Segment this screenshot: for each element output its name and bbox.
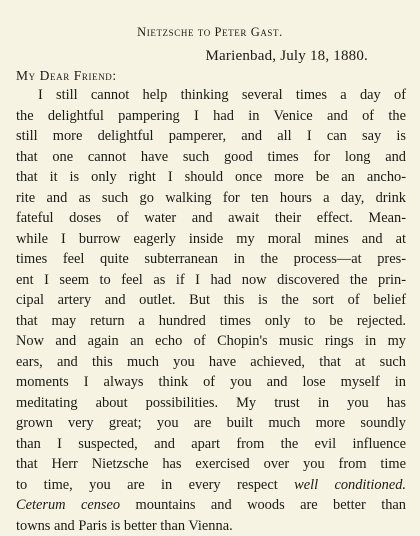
body-text: that may return a hundred times only to be rejected.	[16, 313, 406, 329]
body-text: ears, and this much you have achieved, that at such	[16, 354, 406, 370]
body-text: ent I seem to feel as if I had now discovered the prin-	[16, 272, 406, 288]
letter-body	[16, 85, 406, 536]
body-line	[16, 352, 406, 373]
body-line	[16, 331, 406, 352]
body-text: times feel quite subterranean in the process—at pres-	[16, 251, 406, 267]
body-text: fateful doses of water and await their effect. Mean-	[16, 210, 406, 226]
letter-dateline: Marienbad, July 18, 1880.	[206, 48, 368, 65]
body-text: Now and again an echo of Chopin's music rings in my	[16, 333, 406, 349]
body-text: grown very great; you are built much more soundly	[16, 415, 406, 431]
body-line	[16, 208, 406, 229]
body-line	[16, 434, 406, 455]
body-line	[16, 85, 406, 106]
body-text: that Herr Nietzsche has exercised over you from time	[16, 456, 406, 472]
body-line	[16, 311, 406, 332]
body-line	[16, 475, 406, 496]
body-text: while I burrow eagerly inside my moral mines and at	[16, 231, 406, 247]
body-text: cipal artery and outlet. But this is the sort of belief	[16, 292, 406, 308]
letter-heading: Nietzsche to Peter Gast.	[0, 25, 420, 40]
italic-text: well conditioned.	[294, 477, 406, 493]
body-line	[16, 413, 406, 434]
body-text: that one cannot have such good times for long and	[16, 149, 406, 165]
body-line	[16, 249, 406, 270]
body-text: that it is only right I should once more be an ancho-	[16, 169, 406, 185]
body-line	[16, 495, 406, 516]
body-line	[16, 516, 406, 536]
body-line	[16, 167, 406, 188]
body-line	[16, 372, 406, 393]
body-text: still more delightful pamperer, and all I can say is	[16, 128, 406, 144]
body-text: than I suspected, and apart from the evil influence	[16, 436, 406, 452]
body-text: to time, you are in every respect	[16, 477, 294, 493]
body-text: towns and Paris is better than Vienna.	[16, 518, 233, 534]
body-line	[16, 393, 406, 414]
body-line	[16, 106, 406, 127]
body-text: moments I always think of you and lose myself in	[16, 374, 406, 390]
body-text: I still cannot help thinking several times a day of	[38, 87, 406, 103]
body-line	[16, 454, 406, 475]
body-text: mountains and woods are better than	[120, 497, 406, 513]
body-line	[16, 126, 406, 147]
body-line	[16, 229, 406, 250]
letter-salutation: My Dear Friend:	[16, 68, 117, 84]
body-line	[16, 270, 406, 291]
body-line	[16, 290, 406, 311]
italic-text: Ceterum censeo	[16, 497, 120, 513]
body-line	[16, 147, 406, 168]
body-text: rite and as such go walking for ten hours a day, drink	[16, 190, 406, 206]
body-text: meditating about possibilities. My trust in you has	[16, 395, 406, 411]
body-text: the delightful pampering I had in Venice and of the	[16, 108, 406, 124]
body-line	[16, 188, 406, 209]
